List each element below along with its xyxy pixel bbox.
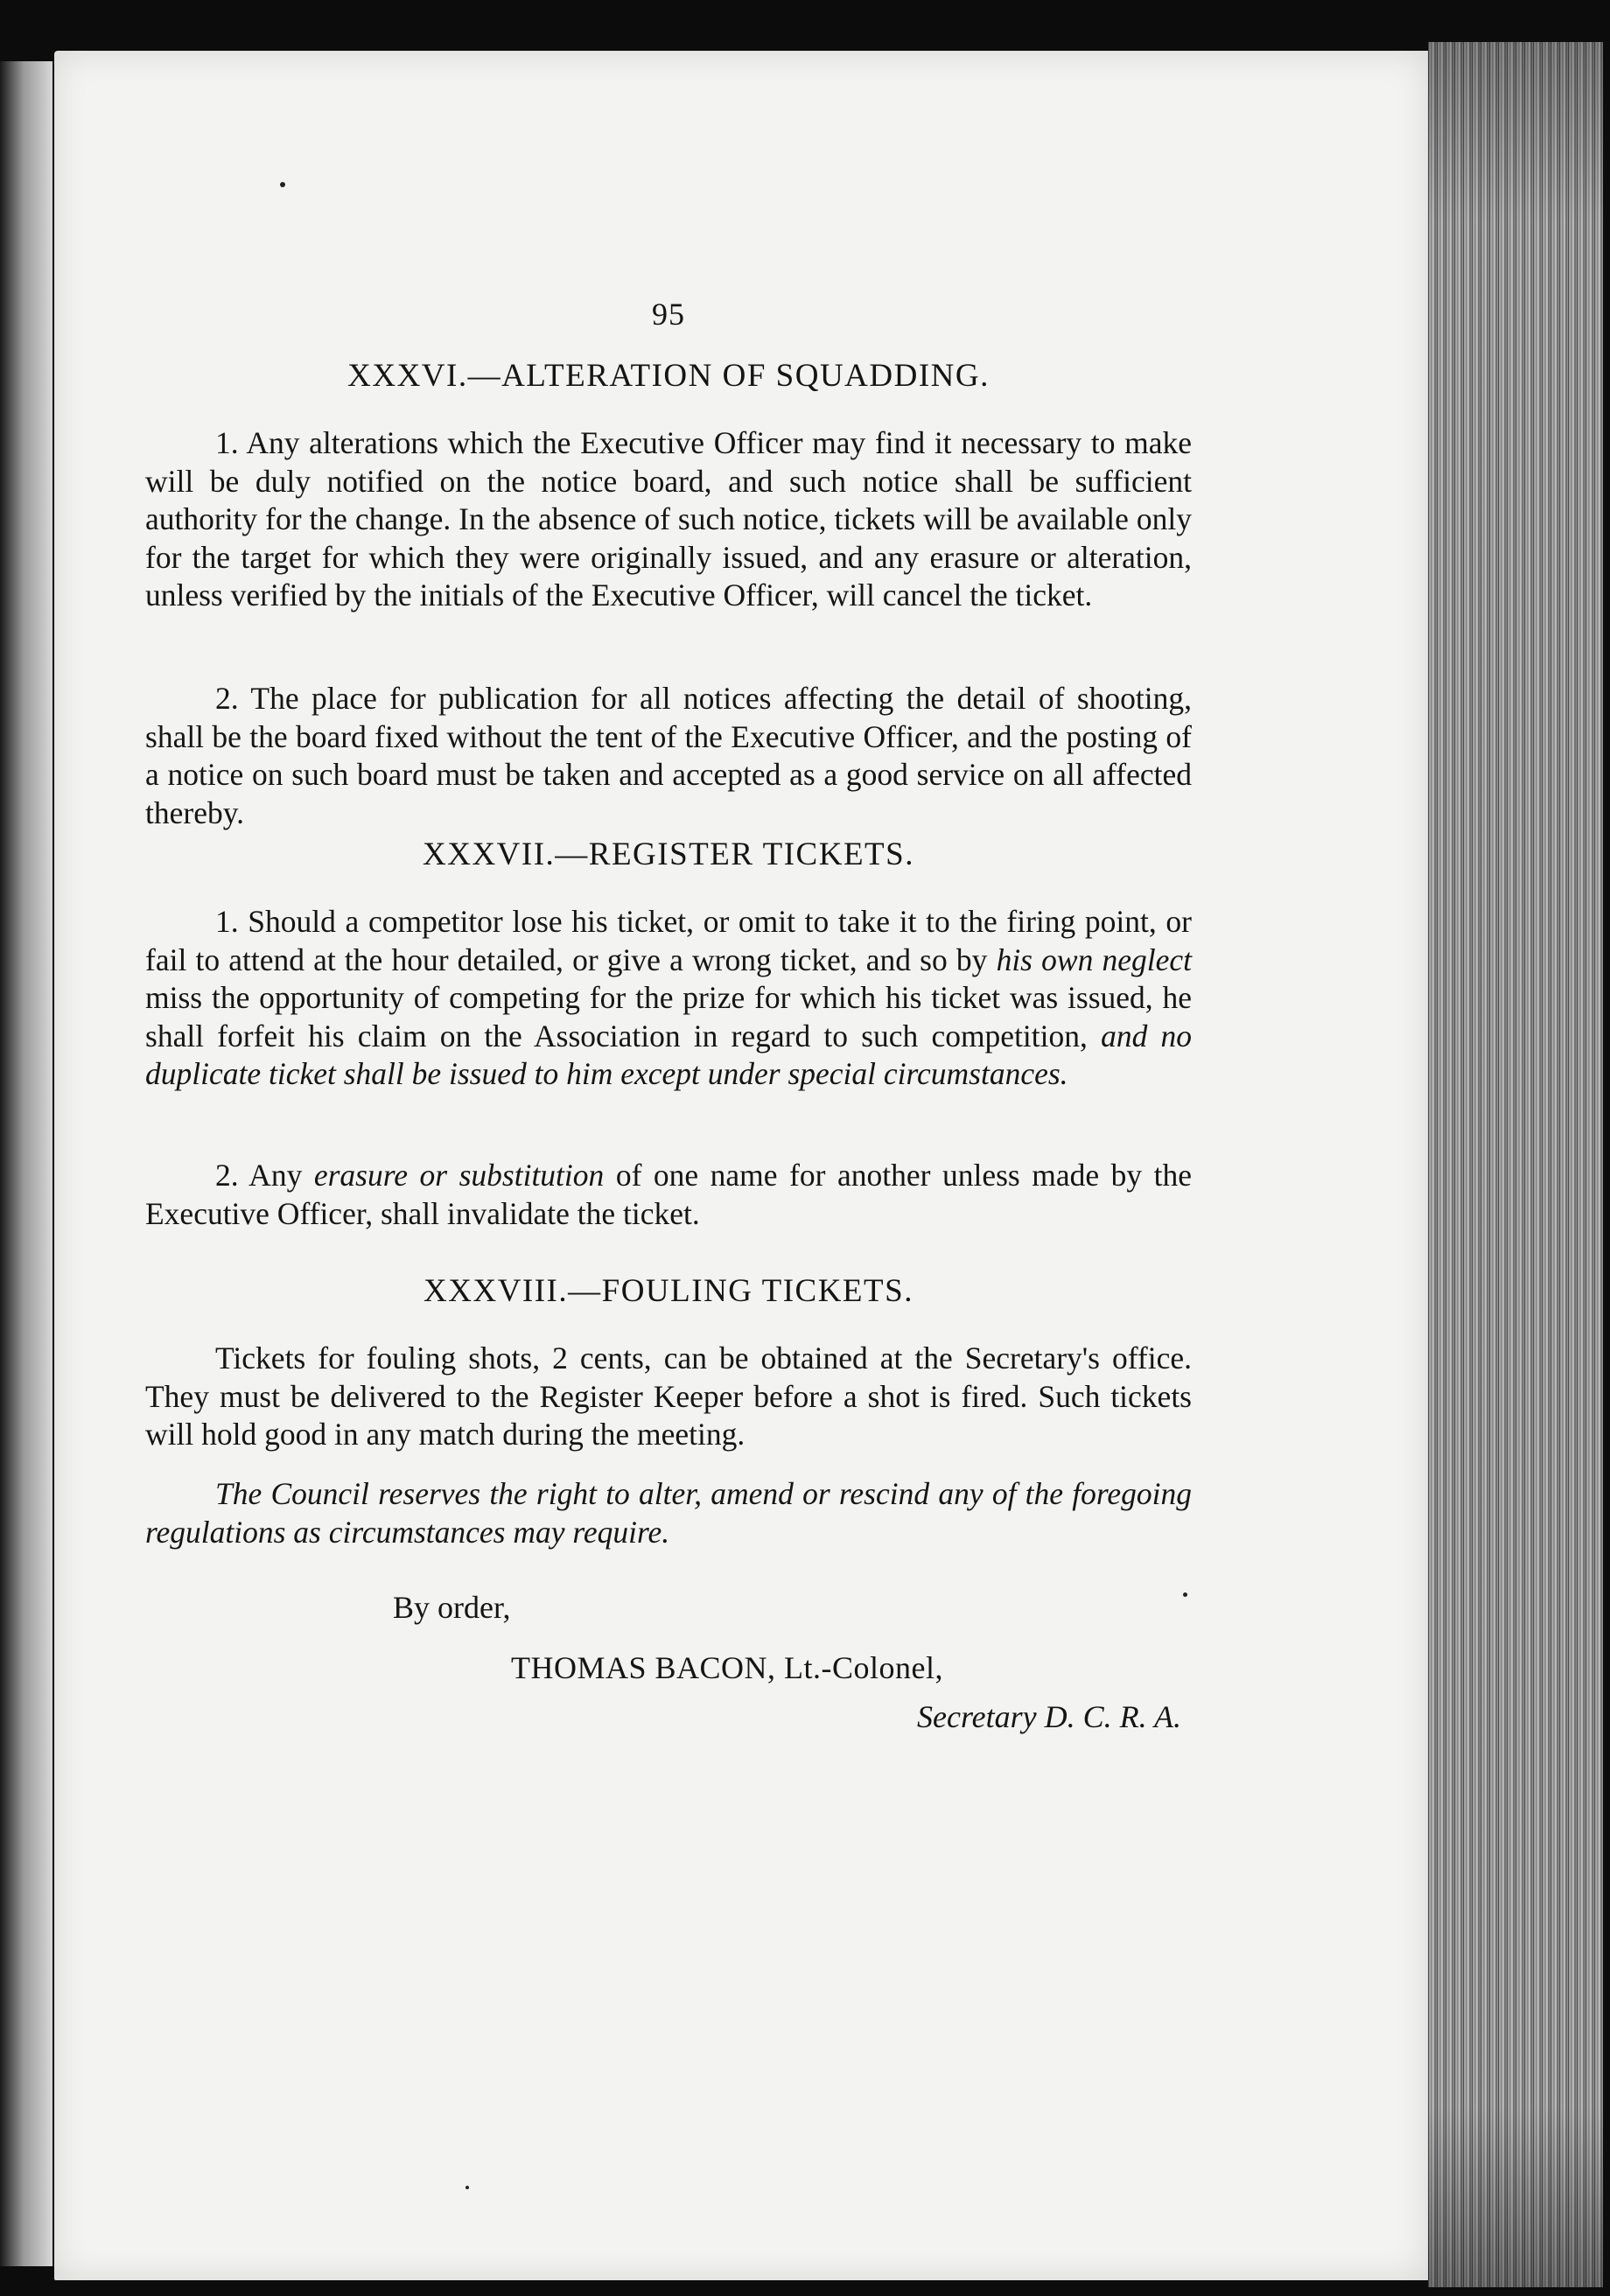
by-order-line: By order, xyxy=(393,1590,511,1625)
section-heading-register-tickets: XXXVII.—REGISTER TICKETS. xyxy=(423,836,914,872)
text-run: 1. Any alterations which the Executive Officer may find it necessary to make will be duly notified on the notice board, and such notice shall be sufficient authority for the change. In the absence of such notice, tickets will be available only for the target for which they were originally issued, and any erasure or alteration, unless verified by the initials of the Executive Officer, will cancel the ticket. xyxy=(145,425,1192,612)
register-paragraph-1 xyxy=(145,903,1192,1094)
scan-speck xyxy=(1183,1592,1187,1597)
register-paragraph-2 xyxy=(145,1157,1192,1233)
italic-run: his own neglect xyxy=(996,942,1192,977)
fouling-paragraph xyxy=(145,1340,1192,1454)
section-heading-squadding: XXXVI.—ALTERATION OF SQUADDING. xyxy=(347,358,990,394)
squadding-paragraph-2 xyxy=(145,680,1192,832)
scan-speck xyxy=(280,182,285,187)
signer-title: Secretary D. C. R. A. xyxy=(917,1699,1181,1734)
text-run: of one name for another unless made by the Executive Officer, shall invalidate the ticket. xyxy=(145,1158,1193,1231)
page-stack-edges xyxy=(1428,42,1603,2287)
book-page xyxy=(54,51,1428,2280)
text-run: Tickets for fouling shots, 2 cents, can be obtained at the Secretary's office. They must be delivered to the Register Keeper before a shot is fired. Such tickets will hold good in any match during the meeting. xyxy=(145,1340,1192,1452)
text-run: 1. Should a competitor lose his ticket, or omit to take it to the firing point, or fail to attend at the hour detailed, or give a wrong ticket, and so by xyxy=(145,904,1192,977)
previous-page-edge xyxy=(0,61,52,2266)
council-note: The Council reserves the right to alter, amend or rescind any of the foregoing regulations as circumstances may require. xyxy=(145,1476,1192,1550)
scan-speck xyxy=(466,2186,469,2189)
section-heading-fouling-tickets: XXXVIII.—FOULING TICKETS. xyxy=(424,1273,914,1309)
signer-name: THOMAS BACON, Lt.-Colonel, xyxy=(511,1650,944,1685)
italic-run: erasure or substitution xyxy=(313,1158,605,1193)
page-number: 95 xyxy=(652,297,685,332)
text-run: 2. Any xyxy=(215,1158,314,1193)
italic-run: and no duplicate ticket shall be issued to him except under special circumstances. xyxy=(145,1018,1193,1091)
text-run: 2. The place for publication for all notices affecting the detail of shooting, shall be the board fixed without the tent of the Executive Officer, and the posting of a notice on such board must be taken and accepted as a good service on all affected thereby. xyxy=(145,681,1192,830)
text-run: miss the opportunity of competing for the prize for which his ticket was issued, he shall forfeit his claim on the Association in regard to such competition, xyxy=(145,980,1192,1054)
squadding-paragraph-1 xyxy=(145,424,1192,615)
